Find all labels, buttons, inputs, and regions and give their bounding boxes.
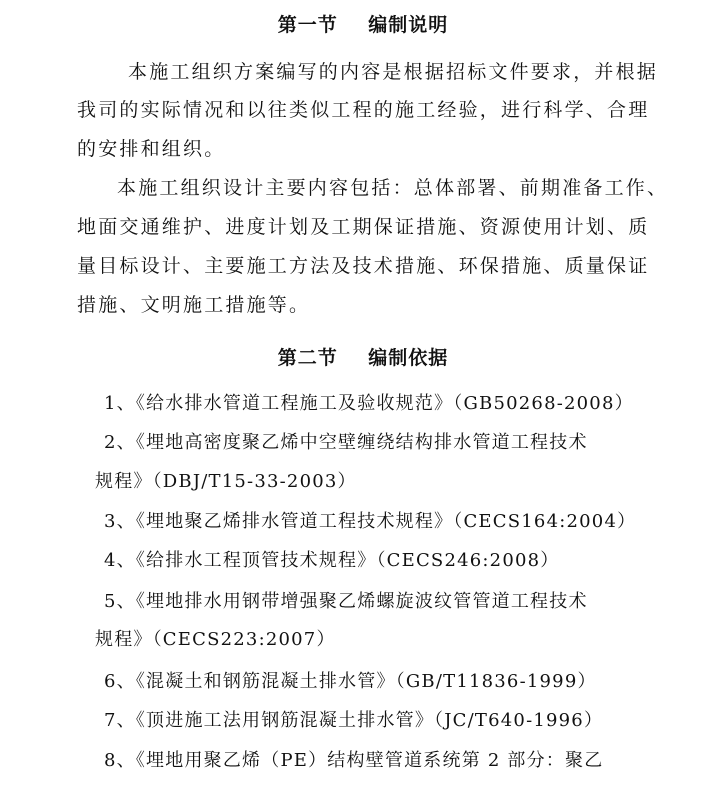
section-1-heading: 第一节 编制说明 <box>277 14 449 36</box>
paragraph-2-line-3: 量目标设计、主要施工方法及技术措施、环保措施、质量保证 <box>77 255 650 277</box>
reference-item-5-line-1: 5、《埋地排水用钢带增强聚乙烯螺旋波纹管管道工程技术 <box>104 591 588 612</box>
reference-item-6: 6、《混凝土和钢筋混凝土排水管》（GB/T11836-1999） <box>104 671 597 692</box>
paragraph-2-line-2: 地面交通维护、进度计划及工期保证措施、资源使用计划、质 <box>77 216 650 238</box>
paragraph-2-line-1: 本施工组织设计主要内容包括：总体部署、前期准备工作、 <box>117 177 669 199</box>
reference-item-2-line-1: 2、《埋地高密度聚乙烯中空壁缠绕结构排水管道工程技术 <box>104 432 588 453</box>
reference-item-7: 7、《顶进施工法用钢筋混凝土排水管》（JC/T640-1996） <box>104 710 604 731</box>
reference-item-5-line-2: 规程》（CECS223:2007） <box>95 629 336 650</box>
reference-item-2-line-2: 规程》（DBJ/T15-33-2003） <box>95 471 357 492</box>
reference-item-3: 3、《埋地聚乙烯排水管道工程技术规程》（CECS164:2004） <box>104 511 637 532</box>
section-2-heading: 第二节 编制依据 <box>277 347 449 369</box>
paragraph-2-line-4: 措施、文明施工措施等。 <box>77 294 311 316</box>
reference-item-1: 1、《给水排水管道工程施工及验收规范》（GB50268-2008） <box>104 393 634 414</box>
reference-item-8-line-1: 8、《埋地用聚乙烯（PE）结构壁管道系统第 2 部分：聚乙 <box>104 750 604 771</box>
reference-item-4: 4、《给排水工程顶管技术规程》（CECS246:2008） <box>104 550 560 571</box>
paragraph-1-line-1: 本施工组织方案编写的内容是根据招标文件要求，并根据 <box>128 61 659 83</box>
paragraph-1-line-3: 的安排和组织。 <box>77 138 226 160</box>
paragraph-1-line-2: 我司的实际情况和以往类似工程的施工经验，进行科学、合理 <box>77 99 650 121</box>
